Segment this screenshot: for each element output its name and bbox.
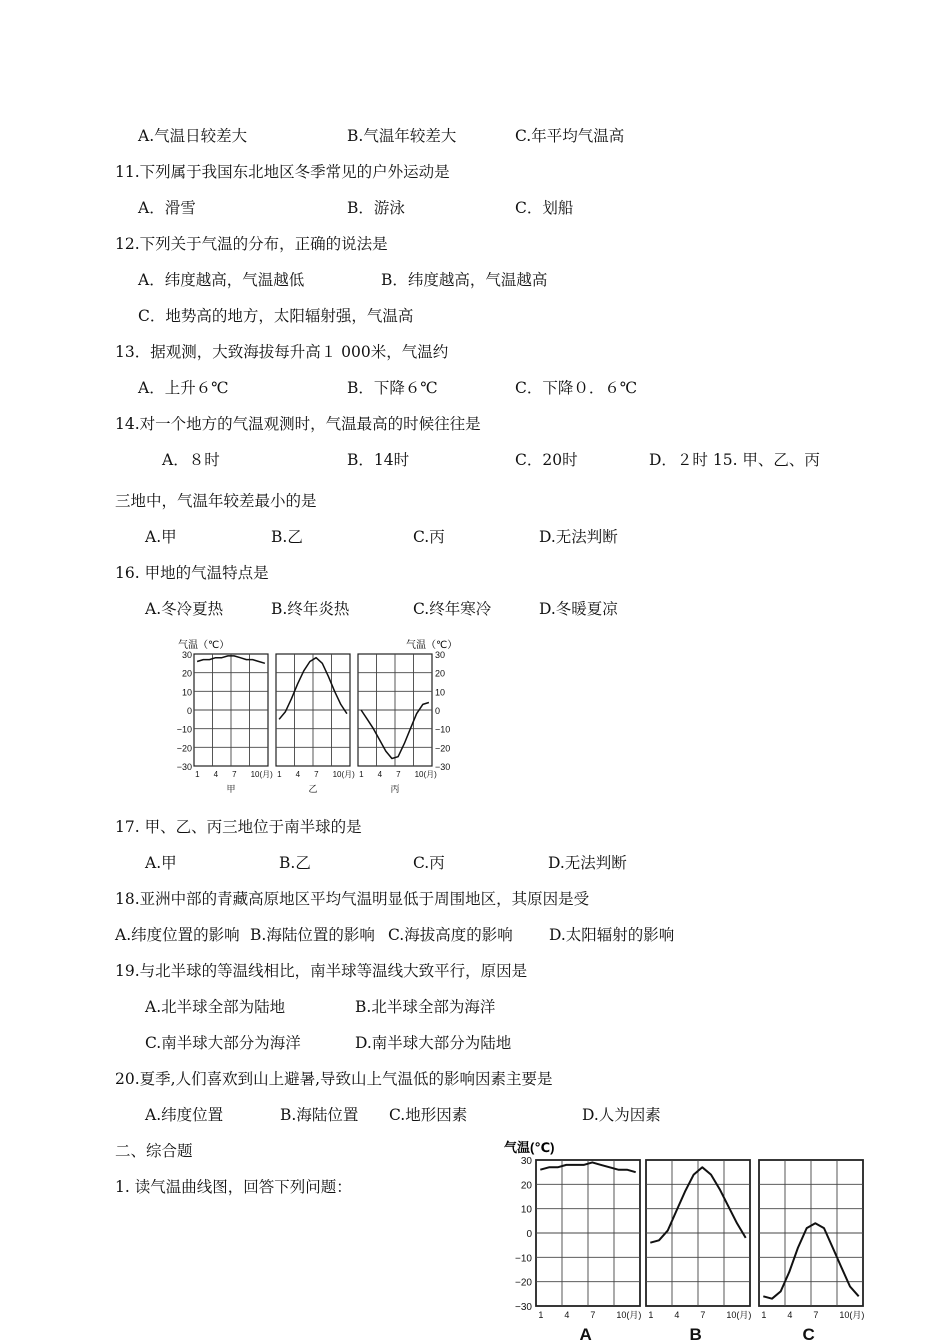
q16-stem: 16. 甲地的气温特点是	[115, 564, 269, 582]
chart1-y-tick-left: −20	[176, 743, 192, 754]
chart2-panel-1	[536, 1160, 641, 1344]
q20-option-c: C.地形因素	[389, 1106, 468, 1124]
q13-option-b: B．下降６℃	[347, 379, 438, 397]
chart2-x-tick-label: 1	[761, 1310, 767, 1320]
q11-option-a: A．滑雪	[138, 199, 196, 217]
q20-option-d: D.人为因素	[582, 1106, 661, 1124]
q14-stem: 14.对一个地方的气温观测时，气温最高的时候往往是	[115, 415, 481, 433]
chart2-x-tick-label: 1	[648, 1310, 654, 1320]
chart1-y-tick-left: 10	[181, 687, 192, 698]
chart1-y-tick-right: 10	[435, 687, 446, 698]
q13-option-a: A．上升６℃	[138, 379, 229, 397]
chart2-x-tick-label: 4	[564, 1310, 570, 1320]
chart1-x-tick-label: 7	[314, 770, 319, 779]
chart1-x-tick-label: 1	[195, 770, 200, 779]
chart1-y-tick-left: −10	[176, 724, 192, 735]
chart1-y-tick-left: 0	[186, 706, 192, 716]
temperature-chart-jia-yi-bing	[170, 632, 458, 802]
chart2-x-tick-label: 7	[590, 1310, 596, 1320]
chart2-panel-name: C	[802, 1325, 815, 1344]
chart1-ylabel-right: 气温（℃）	[406, 640, 458, 651]
q18-option-d: D.太阳辐射的影响	[549, 926, 675, 944]
chart2-x-tick-label: 1	[538, 1310, 544, 1320]
q14-option-d: D．２时 15. 甲、乙、丙	[649, 451, 820, 469]
chart1-x-tick-label: 1	[359, 770, 364, 779]
chart1-y-tick-right: −30	[435, 762, 451, 772]
chart1-panel-3	[358, 654, 437, 794]
q14-option-c: C．20时	[515, 451, 578, 469]
chart2-y-tick-left: 0	[526, 1229, 532, 1240]
q18-option-a: A.纬度位置的影响	[115, 926, 240, 944]
chart2-x-tick-label: 4	[787, 1310, 793, 1320]
q15-option-d: D.无法判断	[539, 528, 618, 546]
chart1-ylabel-left: 气温（℃）	[178, 640, 230, 651]
chart1-x-tick-label: 1	[277, 770, 282, 779]
chart1-y-tick-right: 20	[435, 668, 446, 679]
q12-option-a: A．纬度越高，气温越低	[138, 271, 305, 289]
q10-option-b: B.气温年较差大	[347, 127, 457, 145]
q16-option-d: D.冬暖夏凉	[539, 600, 618, 618]
q15-option-b: B.乙	[271, 528, 303, 546]
chart2-y-tick-left: 10	[520, 1204, 532, 1216]
q16-option-c: C.终年寒冷	[413, 600, 492, 618]
q16-option-a: A.冬冷夏热	[145, 600, 224, 618]
q18-stem: 18.亚洲中部的青藏高原地区平均气温明显低于周围地区，其原因是受	[115, 890, 590, 908]
q12-option-b: B．纬度越高，气温越高	[381, 271, 548, 289]
chart1-x-tick-label: 7	[232, 770, 237, 779]
chart2-ylabel: 气温(℃)	[504, 1140, 555, 1155]
q18-option-b: B.海陆位置的影响	[250, 926, 375, 944]
q19-option-b: B.北半球全部为海洋	[355, 998, 496, 1016]
chart1-y-tick-left: −30	[176, 762, 192, 772]
q12-option-c: C．地势高的地方，太阳辐射强，气温高	[138, 307, 414, 325]
chart1-panel-name: 乙	[308, 784, 318, 794]
chart2-x-tick-label: 4	[674, 1310, 680, 1320]
chart1-panel-name: 丙	[390, 784, 400, 794]
chart2-x-tick-label: 10(月)	[616, 1310, 642, 1320]
chart1-x-tick-label: 4	[213, 770, 219, 779]
temperature-chart-a-b-c	[498, 1136, 880, 1344]
q17-option-a: A.甲	[145, 854, 177, 872]
chart2-x-tick-label: 10(月)	[726, 1310, 752, 1320]
q16-option-b: B.终年炎热	[271, 600, 350, 618]
chart2-y-tick-left: −20	[515, 1277, 532, 1289]
q20-stem: 20.夏季,人们喜欢到山上避暑,导致山上气温低的影响因素主要是	[115, 1070, 553, 1088]
chart1-y-tick-right: −10	[435, 724, 451, 735]
chart2-y-tick-left: −30	[515, 1302, 532, 1313]
chart1-x-tick-label: 7	[396, 770, 401, 779]
chart1-x-tick-label: 10(月)	[250, 770, 273, 779]
q13-option-c: C．下降０．６℃	[515, 379, 638, 397]
chart1-panel-name: 甲	[226, 784, 236, 794]
chart1-y-tick-right: 30	[435, 650, 446, 660]
chart2-x-tick-label: 7	[813, 1310, 819, 1320]
chart1-x-tick-label: 10(月)	[414, 770, 437, 779]
section2-q1-stem: 1. 读气温曲线图，回答下列问题：	[115, 1178, 352, 1196]
chart1-x-tick-label: 10(月)	[332, 770, 355, 779]
chart2-panel-name: B	[689, 1325, 702, 1344]
q17-option-b: B.乙	[279, 854, 311, 872]
q10-option-c: C.年平均气温高	[515, 127, 625, 145]
chart2-y-tick-left: 20	[520, 1180, 532, 1192]
chart1-y-tick-right: 0	[435, 706, 441, 716]
q11-option-c: C．划船	[515, 199, 574, 217]
q11-option-b: B．游泳	[347, 199, 405, 217]
chart2-x-tick-label: 7	[700, 1310, 706, 1320]
q14-option-b: B．14时	[347, 451, 410, 469]
q20-option-a: A.纬度位置	[145, 1106, 224, 1124]
chart1-y-tick-left: 20	[181, 668, 192, 679]
q20-option-b: B.海陆位置	[280, 1106, 359, 1124]
section2-title: 二、综合题	[115, 1142, 193, 1160]
q14-option-a: A．８时	[162, 451, 220, 469]
chart2-panel-3	[759, 1160, 864, 1344]
q15-option-a: A.甲	[145, 528, 177, 546]
chart1-y-tick-right: −20	[435, 743, 451, 754]
chart2-panel-2	[646, 1160, 751, 1344]
q19-option-d: D.南半球大部分为陆地	[355, 1034, 512, 1052]
chart1-x-tick-label: 4	[377, 770, 383, 779]
q15-option-c: C.丙	[413, 528, 445, 546]
q17-option-d: D.无法判断	[548, 854, 627, 872]
q19-option-c: C.南半球大部分为海洋	[145, 1034, 301, 1052]
chart1-x-tick-label: 4	[295, 770, 301, 779]
q13-stem: 13．据观测，大致海拔每升高１ 000米，气温约	[115, 343, 449, 361]
q19-stem: 19.与北半球的等温线相比，南半球等温线大致平行，原因是	[115, 962, 528, 980]
q15-stem: 三地中，气温年较差最小的是	[115, 492, 317, 510]
chart2-y-tick-left: 30	[520, 1156, 532, 1167]
chart1-panel-1	[194, 654, 273, 794]
q17-option-c: C.丙	[413, 854, 445, 872]
q12-stem: 12.下列关于气温的分布，正确的说法是	[115, 235, 388, 253]
chart1-y-tick-left: 30	[181, 650, 192, 660]
q18-option-c: C.海拔高度的影响	[388, 926, 513, 944]
chart2-panel-name: A	[579, 1325, 592, 1344]
q11-stem: 11.下列属于我国东北地区冬季常见的户外运动是	[115, 163, 450, 181]
chart1-panel-2	[276, 654, 355, 794]
chart2-x-tick-label: 10(月)	[839, 1310, 865, 1320]
q17-stem: 17. 甲、乙、丙三地位于南半球的是	[115, 818, 362, 836]
q10-option-a: A.气温日较差大	[138, 127, 248, 145]
q19-option-a: A.北半球全部为陆地	[145, 998, 286, 1016]
chart2-y-tick-left: −10	[515, 1253, 532, 1265]
